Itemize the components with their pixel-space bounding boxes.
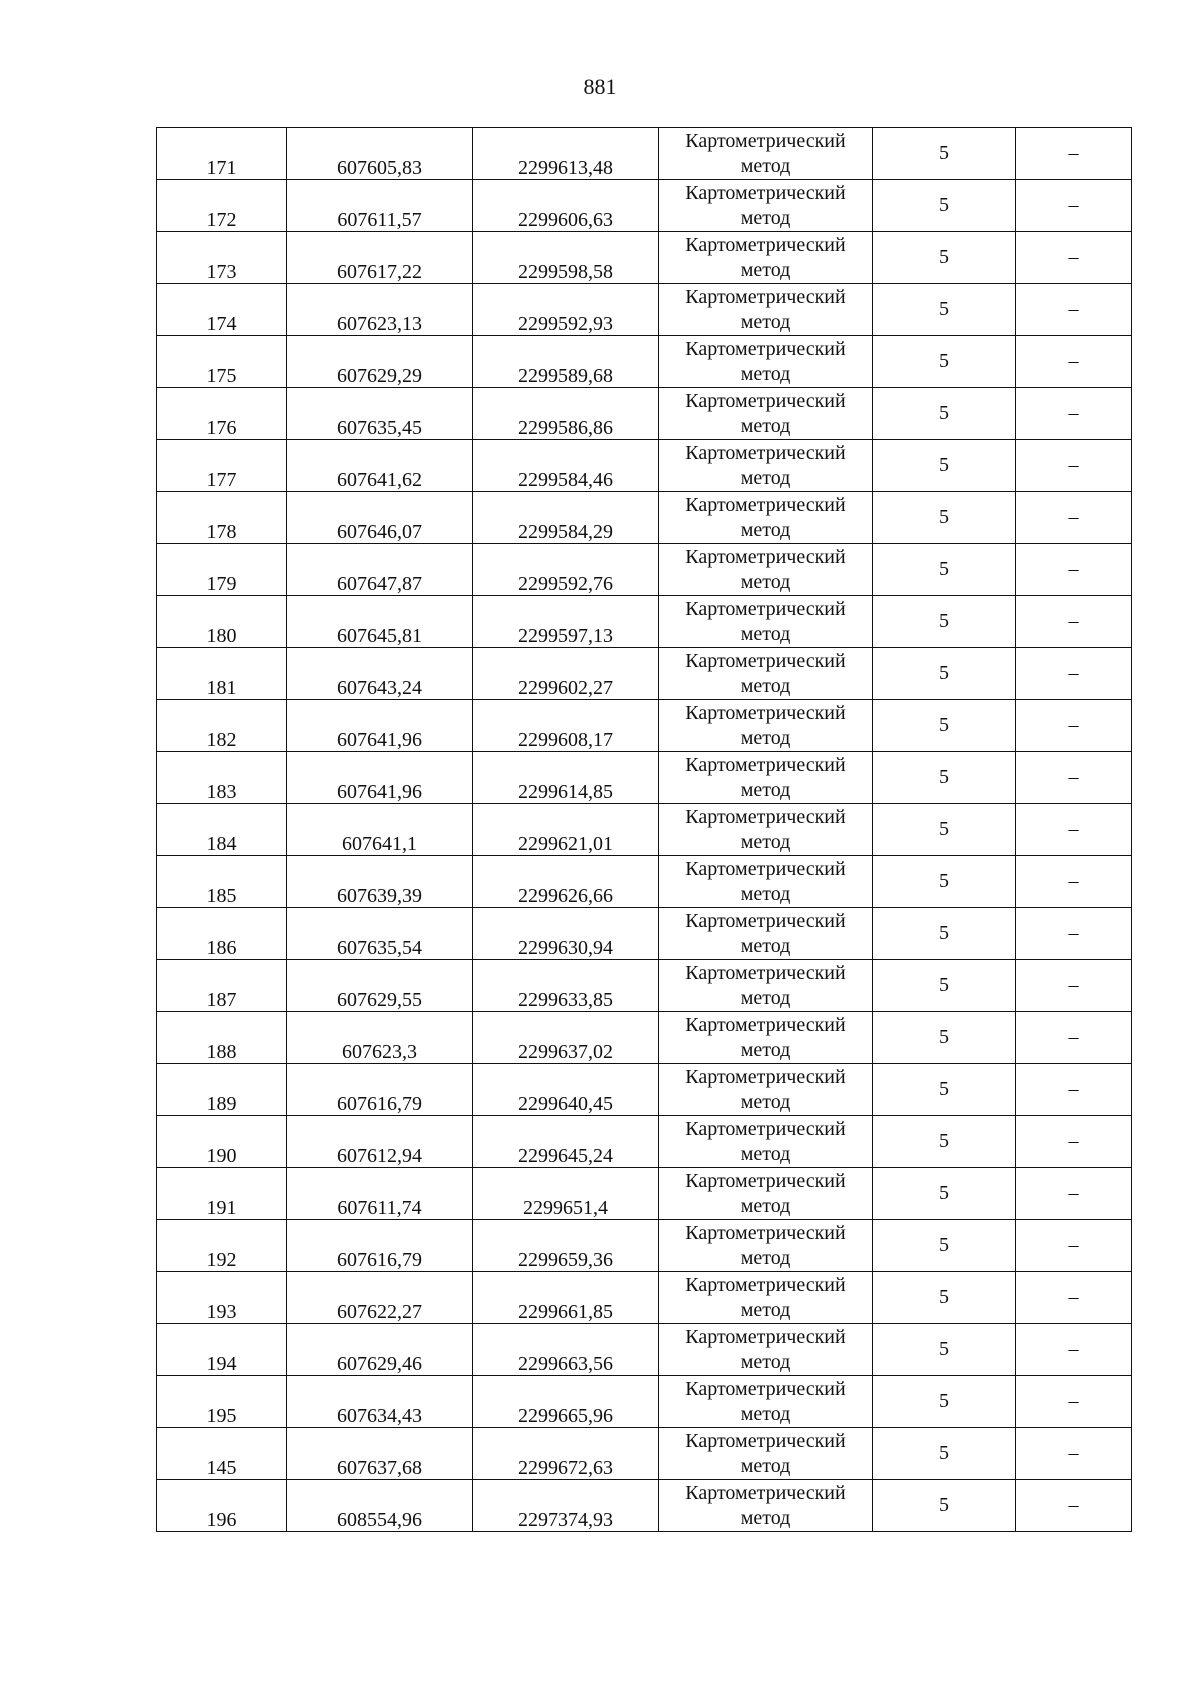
y-coordinate-cell: 2299606,63 [473, 180, 659, 232]
x-coordinate-cell: 607645,81 [287, 596, 473, 648]
x-coordinate-cell: 607629,29 [287, 336, 473, 388]
accuracy-cell: 5 [873, 1376, 1016, 1428]
note-cell: – [1016, 492, 1132, 544]
table-row [157, 804, 1132, 856]
table-row [157, 960, 1132, 1012]
table-row [157, 232, 1132, 284]
table-row [157, 492, 1132, 544]
method-line-1: Картометрический [685, 857, 846, 880]
y-coordinate-cell: 2299614,85 [473, 752, 659, 804]
accuracy-cell: 5 [873, 128, 1016, 180]
y-coordinate-cell: 2297374,93 [473, 1480, 659, 1532]
accuracy-cell: 5 [873, 336, 1016, 388]
method-line-1: Картометрический [685, 1377, 846, 1400]
method-cell [659, 544, 873, 596]
method-line-1: Картометрический [685, 909, 846, 932]
note-cell: – [1016, 752, 1132, 804]
table-row [157, 752, 1132, 804]
method-cell [659, 336, 873, 388]
table-row [157, 440, 1132, 492]
method-line-2: метод [740, 778, 791, 801]
point-number-cell: 177 [157, 440, 287, 492]
method-cell [659, 128, 873, 180]
method-cell [659, 804, 873, 856]
y-coordinate-cell: 2299584,46 [473, 440, 659, 492]
method-cell [659, 752, 873, 804]
accuracy-cell: 5 [873, 180, 1016, 232]
table-row [157, 388, 1132, 440]
note-cell: – [1016, 1116, 1132, 1168]
method-line-1: Картометрический [685, 649, 846, 672]
method-cell [659, 1116, 873, 1168]
y-coordinate-cell: 2299637,02 [473, 1012, 659, 1064]
accuracy-cell: 5 [873, 856, 1016, 908]
table-row [157, 128, 1132, 180]
method-line-2: метод [740, 934, 791, 957]
table-row [157, 284, 1132, 336]
accuracy-cell: 5 [873, 1428, 1016, 1480]
accuracy-cell: 5 [873, 1116, 1016, 1168]
method-line-1: Картометрический [685, 545, 846, 568]
note-cell: – [1016, 1324, 1132, 1376]
note-cell: – [1016, 1376, 1132, 1428]
point-number-cell: 192 [157, 1220, 287, 1272]
accuracy-cell: 5 [873, 1272, 1016, 1324]
note-cell: – [1016, 180, 1132, 232]
point-number-cell: 189 [157, 1064, 287, 1116]
y-coordinate-cell: 2299598,58 [473, 232, 659, 284]
table-row [157, 1428, 1132, 1480]
coordinates-table-body [157, 128, 1132, 1532]
y-coordinate-cell: 2299626,66 [473, 856, 659, 908]
accuracy-cell: 5 [873, 284, 1016, 336]
accuracy-cell: 5 [873, 388, 1016, 440]
y-coordinate-cell: 2299665,96 [473, 1376, 659, 1428]
method-cell [659, 180, 873, 232]
table-row [157, 1168, 1132, 1220]
accuracy-cell: 5 [873, 544, 1016, 596]
x-coordinate-cell: 607641,96 [287, 752, 473, 804]
table-row [157, 336, 1132, 388]
accuracy-cell: 5 [873, 232, 1016, 284]
x-coordinate-cell: 607641,62 [287, 440, 473, 492]
x-coordinate-cell: 607612,94 [287, 1116, 473, 1168]
x-coordinate-cell: 607635,54 [287, 908, 473, 960]
point-number-cell: 175 [157, 336, 287, 388]
method-cell [659, 1168, 873, 1220]
note-cell: – [1016, 856, 1132, 908]
accuracy-cell: 5 [873, 804, 1016, 856]
note-cell: – [1016, 388, 1132, 440]
accuracy-cell: 5 [873, 1220, 1016, 1272]
accuracy-cell: 5 [873, 908, 1016, 960]
method-line-2: метод [740, 622, 791, 645]
table-row [157, 1012, 1132, 1064]
y-coordinate-cell: 2299584,29 [473, 492, 659, 544]
method-line-2: метод [740, 882, 791, 905]
note-cell: – [1016, 232, 1132, 284]
method-line-2: метод [740, 1298, 791, 1321]
method-line-1: Картометрический [685, 1013, 846, 1036]
method-line-1: Картометрический [685, 1325, 846, 1348]
y-coordinate-cell: 2299597,13 [473, 596, 659, 648]
table-row [157, 1272, 1132, 1324]
note-cell: – [1016, 440, 1132, 492]
note-cell: – [1016, 1220, 1132, 1272]
y-coordinate-cell: 2299592,76 [473, 544, 659, 596]
method-line-1: Картометрический [685, 233, 846, 256]
y-coordinate-cell: 2299663,56 [473, 1324, 659, 1376]
method-line-1: Картометрический [685, 1117, 846, 1140]
note-cell: – [1016, 336, 1132, 388]
x-coordinate-cell: 607616,79 [287, 1220, 473, 1272]
table-row [157, 908, 1132, 960]
method-cell [659, 1324, 873, 1376]
table-row [157, 1480, 1132, 1532]
y-coordinate-cell: 2299651,4 [473, 1168, 659, 1220]
point-number-cell: 172 [157, 180, 287, 232]
y-coordinate-cell: 2299630,94 [473, 908, 659, 960]
method-line-2: метод [740, 1090, 791, 1113]
point-number-cell: 179 [157, 544, 287, 596]
table-row [157, 544, 1132, 596]
accuracy-cell: 5 [873, 752, 1016, 804]
x-coordinate-cell: 608554,96 [287, 1480, 473, 1532]
point-number-cell: 184 [157, 804, 287, 856]
coordinates-table [156, 127, 1132, 1532]
point-number-cell: 182 [157, 700, 287, 752]
x-coordinate-cell: 607611,57 [287, 180, 473, 232]
y-coordinate-cell: 2299621,01 [473, 804, 659, 856]
method-line-2: метод [740, 466, 791, 489]
y-coordinate-cell: 2299659,36 [473, 1220, 659, 1272]
method-cell [659, 1064, 873, 1116]
x-coordinate-cell: 607623,13 [287, 284, 473, 336]
method-cell [659, 1376, 873, 1428]
y-coordinate-cell: 2299672,63 [473, 1428, 659, 1480]
method-line-1: Картометрический [685, 1065, 846, 1088]
point-number-cell: 176 [157, 388, 287, 440]
y-coordinate-cell: 2299592,93 [473, 284, 659, 336]
point-number-cell: 195 [157, 1376, 287, 1428]
x-coordinate-cell: 607641,96 [287, 700, 473, 752]
y-coordinate-cell: 2299645,24 [473, 1116, 659, 1168]
method-line-1: Картометрический [685, 181, 846, 204]
method-line-2: метод [740, 1142, 791, 1165]
method-line-1: Картометрический [685, 129, 846, 152]
method-line-2: метод [740, 362, 791, 385]
accuracy-cell: 5 [873, 1168, 1016, 1220]
note-cell: – [1016, 544, 1132, 596]
method-line-2: метод [740, 830, 791, 853]
method-line-2: метод [740, 310, 791, 333]
method-line-1: Картометрический [685, 1221, 846, 1244]
note-cell: – [1016, 804, 1132, 856]
method-line-1: Картометрический [685, 1481, 846, 1504]
note-cell: – [1016, 1064, 1132, 1116]
method-line-2: метод [740, 986, 791, 1009]
table-row [157, 1324, 1132, 1376]
table-row [157, 1064, 1132, 1116]
method-line-1: Картометрический [685, 1429, 846, 1452]
table-row [157, 1220, 1132, 1272]
x-coordinate-cell: 607623,3 [287, 1012, 473, 1064]
method-line-2: метод [740, 414, 791, 437]
method-line-1: Картометрический [685, 753, 846, 776]
method-line-1: Картометрический [685, 1169, 846, 1192]
method-line-2: метод [740, 1350, 791, 1373]
method-line-2: метод [740, 1454, 791, 1477]
table-row [157, 596, 1132, 648]
x-coordinate-cell: 607634,43 [287, 1376, 473, 1428]
x-coordinate-cell: 607646,07 [287, 492, 473, 544]
method-cell [659, 856, 873, 908]
point-number-cell: 185 [157, 856, 287, 908]
y-coordinate-cell: 2299589,68 [473, 336, 659, 388]
method-line-2: метод [740, 1194, 791, 1217]
note-cell: – [1016, 700, 1132, 752]
y-coordinate-cell: 2299661,85 [473, 1272, 659, 1324]
x-coordinate-cell: 607617,22 [287, 232, 473, 284]
x-coordinate-cell: 607622,27 [287, 1272, 473, 1324]
page-number: 881 [583, 74, 617, 99]
method-line-2: метод [740, 1506, 791, 1529]
note-cell: – [1016, 1428, 1132, 1480]
accuracy-cell: 5 [873, 492, 1016, 544]
point-number-cell: 188 [157, 1012, 287, 1064]
note-cell: – [1016, 1272, 1132, 1324]
y-coordinate-cell: 2299633,85 [473, 960, 659, 1012]
method-cell [659, 388, 873, 440]
method-cell [659, 232, 873, 284]
accuracy-cell: 5 [873, 1064, 1016, 1116]
method-cell [659, 1012, 873, 1064]
method-line-2: метод [740, 1038, 791, 1061]
x-coordinate-cell: 607647,87 [287, 544, 473, 596]
y-coordinate-cell: 2299602,27 [473, 648, 659, 700]
method-line-1: Картометрический [685, 493, 846, 516]
point-number-cell: 190 [157, 1116, 287, 1168]
point-number-cell: 186 [157, 908, 287, 960]
method-line-2: метод [740, 726, 791, 749]
note-cell: – [1016, 908, 1132, 960]
x-coordinate-cell: 607643,24 [287, 648, 473, 700]
x-coordinate-cell: 607611,74 [287, 1168, 473, 1220]
note-cell: – [1016, 128, 1132, 180]
note-cell: – [1016, 284, 1132, 336]
method-line-2: метод [740, 154, 791, 177]
x-coordinate-cell: 607641,1 [287, 804, 473, 856]
point-number-cell: 193 [157, 1272, 287, 1324]
point-number-cell: 183 [157, 752, 287, 804]
table-row [157, 180, 1132, 232]
method-line-1: Картометрический [685, 597, 846, 620]
method-cell [659, 1272, 873, 1324]
y-coordinate-cell: 2299586,86 [473, 388, 659, 440]
accuracy-cell: 5 [873, 1012, 1016, 1064]
x-coordinate-cell: 607629,55 [287, 960, 473, 1012]
x-coordinate-cell: 607635,45 [287, 388, 473, 440]
method-line-1: Картометрический [685, 701, 846, 724]
point-number-cell: 174 [157, 284, 287, 336]
method-line-1: Картометрический [685, 285, 846, 308]
table-row [157, 648, 1132, 700]
accuracy-cell: 5 [873, 648, 1016, 700]
method-line-2: метод [740, 518, 791, 541]
note-cell: – [1016, 1168, 1132, 1220]
x-coordinate-cell: 607616,79 [287, 1064, 473, 1116]
method-cell [659, 1480, 873, 1532]
method-line-2: метод [740, 674, 791, 697]
y-coordinate-cell: 2299640,45 [473, 1064, 659, 1116]
point-number-cell: 187 [157, 960, 287, 1012]
method-line-1: Картометрический [685, 1273, 846, 1296]
point-number-cell: 196 [157, 1480, 287, 1532]
method-line-2: метод [740, 570, 791, 593]
accuracy-cell: 5 [873, 960, 1016, 1012]
method-line-2: метод [740, 258, 791, 281]
method-line-1: Картометрический [685, 441, 846, 464]
accuracy-cell: 5 [873, 1480, 1016, 1532]
method-cell [659, 1220, 873, 1272]
method-cell [659, 960, 873, 1012]
method-cell [659, 908, 873, 960]
table-row [157, 856, 1132, 908]
x-coordinate-cell: 607639,39 [287, 856, 473, 908]
note-cell: – [1016, 596, 1132, 648]
method-cell [659, 440, 873, 492]
point-number-cell: 173 [157, 232, 287, 284]
method-line-1: Картометрический [685, 337, 846, 360]
y-coordinate-cell: 2299608,17 [473, 700, 659, 752]
note-cell: – [1016, 960, 1132, 1012]
y-coordinate-cell: 2299613,48 [473, 128, 659, 180]
note-cell: – [1016, 648, 1132, 700]
point-number-cell: 178 [157, 492, 287, 544]
accuracy-cell: 5 [873, 1324, 1016, 1376]
method-line-2: метод [740, 1402, 791, 1425]
method-line-2: метод [740, 206, 791, 229]
note-cell: – [1016, 1480, 1132, 1532]
note-cell: – [1016, 1012, 1132, 1064]
method-line-2: метод [740, 1246, 791, 1269]
point-number-cell: 145 [157, 1428, 287, 1480]
method-cell [659, 700, 873, 752]
point-number-cell: 171 [157, 128, 287, 180]
accuracy-cell: 5 [873, 700, 1016, 752]
point-number-cell: 194 [157, 1324, 287, 1376]
point-number-cell: 180 [157, 596, 287, 648]
x-coordinate-cell: 607637,68 [287, 1428, 473, 1480]
table-row [157, 700, 1132, 752]
x-coordinate-cell: 607629,46 [287, 1324, 473, 1376]
accuracy-cell: 5 [873, 596, 1016, 648]
method-line-1: Картометрический [685, 805, 846, 828]
table-row [157, 1376, 1132, 1428]
method-cell [659, 648, 873, 700]
method-cell [659, 1428, 873, 1480]
table-row [157, 1116, 1132, 1168]
method-line-1: Картометрический [685, 961, 846, 984]
x-coordinate-cell: 607605,83 [287, 128, 473, 180]
method-cell [659, 492, 873, 544]
method-cell [659, 284, 873, 336]
accuracy-cell: 5 [873, 440, 1016, 492]
method-cell [659, 596, 873, 648]
method-line-1: Картометрический [685, 389, 846, 412]
point-number-cell: 181 [157, 648, 287, 700]
point-number-cell: 191 [157, 1168, 287, 1220]
